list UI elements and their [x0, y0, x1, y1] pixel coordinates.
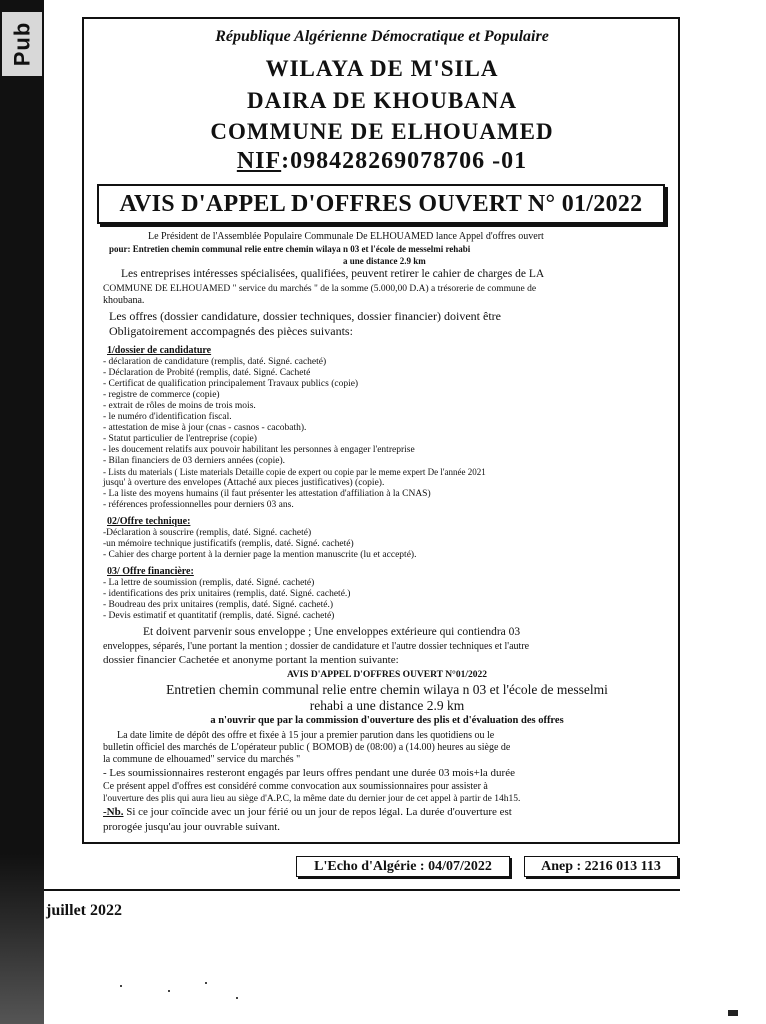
closing-line-8: prorogée jusqu'au jour ouvrable suivant.	[103, 821, 281, 833]
section-2-title: 02/Offre technique:	[107, 516, 191, 527]
scan-edge-strip	[0, 0, 44, 1024]
closing-line-4: - Les soumissionnaires resteront engagés par leurs offres pendant une durée 03 mois+la durée	[103, 767, 515, 779]
intro-line-5: COMMUNE DE ELHOUAMED " service du marchés " de la somme (5.000,00 D.A) a trésorerie de commune de	[103, 284, 537, 294]
list-item: - Déclaration de Probité (remplis, daté. Signé. Cacheté	[103, 368, 311, 378]
nif-value: :098428269078706 -01	[281, 148, 528, 174]
closing-line-3: la commune de elhouamed" service du marchés "	[103, 754, 301, 765]
envelope-avis-label: AVIS D'APPEL D'OFFRES OUVERT N°01/2022	[286, 670, 487, 680]
list-item: -Déclaration à souscrire (remplis, daté. Signé. cacheté)	[103, 528, 312, 538]
section-1-title: 1/dossier de candidature	[107, 345, 212, 356]
closing-line-1: La date limite de dépôt des offre et fixée à 15 jour a premier parution dans les quotidiens ou le	[117, 730, 495, 741]
envelope-line-3: dossier financier Cachetée et anonyme portant la mention suivante:	[103, 654, 399, 666]
closing-line-2: bulletin officiel des marchés de L'opérateur public ( BOMOB) de (08:00) a (14.00) heures au siège de	[103, 742, 511, 753]
envelope-subject-line-1: Entretien chemin communal relie entre chemin wilaya n 03 et l'école de messelmi	[166, 682, 608, 697]
list-item: - identifications des prix unitaires (remplis, daté. Signé. cacheté.)	[103, 589, 351, 599]
daira-heading: DAIRA DE KHOUBANA	[246, 88, 518, 113]
anep-box: Anep : 2216 013 113	[524, 856, 678, 877]
list-item: - La liste des moyens humains (il faut présenter les attestation d'affiliation à la CNAS)	[103, 489, 431, 499]
nb-label: -Nb.	[103, 806, 124, 818]
list-item: - Certificat de qualification principalement Travaux publics (copie)	[103, 379, 359, 389]
nif-line	[84, 148, 680, 175]
list-item: -un mémoire technique justificatifs (remplis, daté. Signé. cacheté)	[103, 539, 354, 549]
list-item: jusqu' à overture des envelopes (Attaché aux pieces justificatives) (copie).	[103, 478, 385, 488]
list-item: - Boudreau des prix unitaires (remplis, daté. Signé. cacheté.)	[103, 600, 334, 610]
intro-line-6: khoubana.	[103, 295, 145, 306]
closing-line-7-text: Si ce jour coïncide avec un jour férié ou un jour de repos légal. La durée d'ouverture est	[123, 806, 512, 818]
list-item: - registre de commerce (copie)	[103, 390, 220, 400]
closing-line-7	[103, 806, 512, 819]
echo-source-box: L'Echo d'Algérie : 04/07/2022	[296, 856, 510, 877]
footer-rule	[44, 889, 680, 891]
list-item: - le numéro d'identification fiscal.	[103, 412, 232, 422]
intro-line-8: Obligatoirement accompagnés des pièces suivants:	[109, 324, 353, 338]
pub-tab	[2, 12, 42, 76]
scan-speck	[728, 1010, 738, 1016]
republique-heading: République Algérienne Démocratique et Populaire	[215, 28, 549, 45]
scan-speck	[168, 990, 170, 992]
closing-line-5: Ce présent appel d'offres est considéré comme convocation aux soumissionnaires pour assister à	[103, 781, 488, 792]
envelope-line-1: Et doivent parvenir sous enveloppe ; Une enveloppes extérieure qui contiendra 03	[143, 626, 521, 638]
nif-label: NIF	[236, 148, 282, 174]
list-item: - Devis estimatif et quantitatif (remplis, daté. Signé. cacheté)	[103, 611, 335, 621]
list-item: - déclaration de candidature (remplis, daté. Signé. cacheté)	[103, 357, 327, 367]
scan-edge-fade	[0, 854, 44, 1024]
page-date: juillet 2022	[46, 902, 122, 919]
list-item: - Statut particulier de l'entreprise (copie)	[103, 434, 257, 444]
envelope-line-2: enveloppes, séparés, l'une portant la mention ; dossier de candidature et l'autre dossier techniques et l'autre	[103, 641, 530, 652]
list-item: - Bilan financiers de 03 derniers années (copie).	[103, 456, 286, 466]
list-item: - attestation de mise à jour (cnas - casnos - cacobath).	[103, 423, 307, 433]
closing-line-6: l'ouverture des plis qui aura lieu au siège d'A.P.C, la même date du dernier jour de cet appel à partir de 14h15.	[103, 794, 521, 804]
scan-speck	[205, 982, 207, 984]
list-item: - références professionnelles pour derniers 03 ans.	[103, 500, 294, 510]
scan-speck	[236, 997, 238, 999]
scan-speck	[120, 985, 122, 987]
envelope-subject-line-2: rehabi a une distance 2.9 km	[309, 698, 465, 713]
list-item: - Cahier des charge portent à la dernier page la mention manuscrite (lu et accepté).	[103, 550, 417, 560]
list-item: - La lettre de soumission (remplis, daté. Signé. cacheté)	[103, 578, 315, 588]
pub-label: Pub	[9, 21, 34, 67]
intro-line-3: a une distance 2.9 km	[343, 256, 426, 266]
list-item: - Lists du materials ( Liste materials Detaille copie de expert ou copie par le meme expert De l'année 2021	[103, 467, 486, 477]
section-3-title: 03/ Offre financière:	[107, 566, 194, 577]
intro-line-7: Les offres (dossier candidature, dossier techniques, dossier financier) doivent être	[109, 309, 501, 323]
intro-line-4: Les entreprises intéresses spécialisées, qualifiées, peuvent retirer le cahier de charges de LA	[121, 268, 545, 280]
avis-title: AVIS D'APPEL D'OFFRES OUVERT N° 01/2022	[97, 184, 665, 224]
intro-line-2: pour: Entretien chemin communal relie entre chemin wilaya n 03 et l'école de messelmi rehabi	[109, 244, 471, 254]
intro-line-1: Le Président de l'Assemblée Populaire Communale De ELHOUAMED lance Appel d'offres ouvert	[148, 231, 544, 242]
commune-heading: COMMUNE DE ELHOUAMED	[210, 119, 554, 144]
do-not-open-line: a n'ouvrir que par la commission d'ouverture des plis et d'évaluation des offres	[210, 715, 564, 726]
list-item: - extrait de rôles de moins de trois mois.	[103, 401, 256, 411]
list-item: - les doucement relatifs aux pouvoir habilitant les personnes à engager l'entreprise	[103, 445, 415, 455]
wilaya-heading: WILAYA DE M'SILA	[265, 56, 499, 81]
